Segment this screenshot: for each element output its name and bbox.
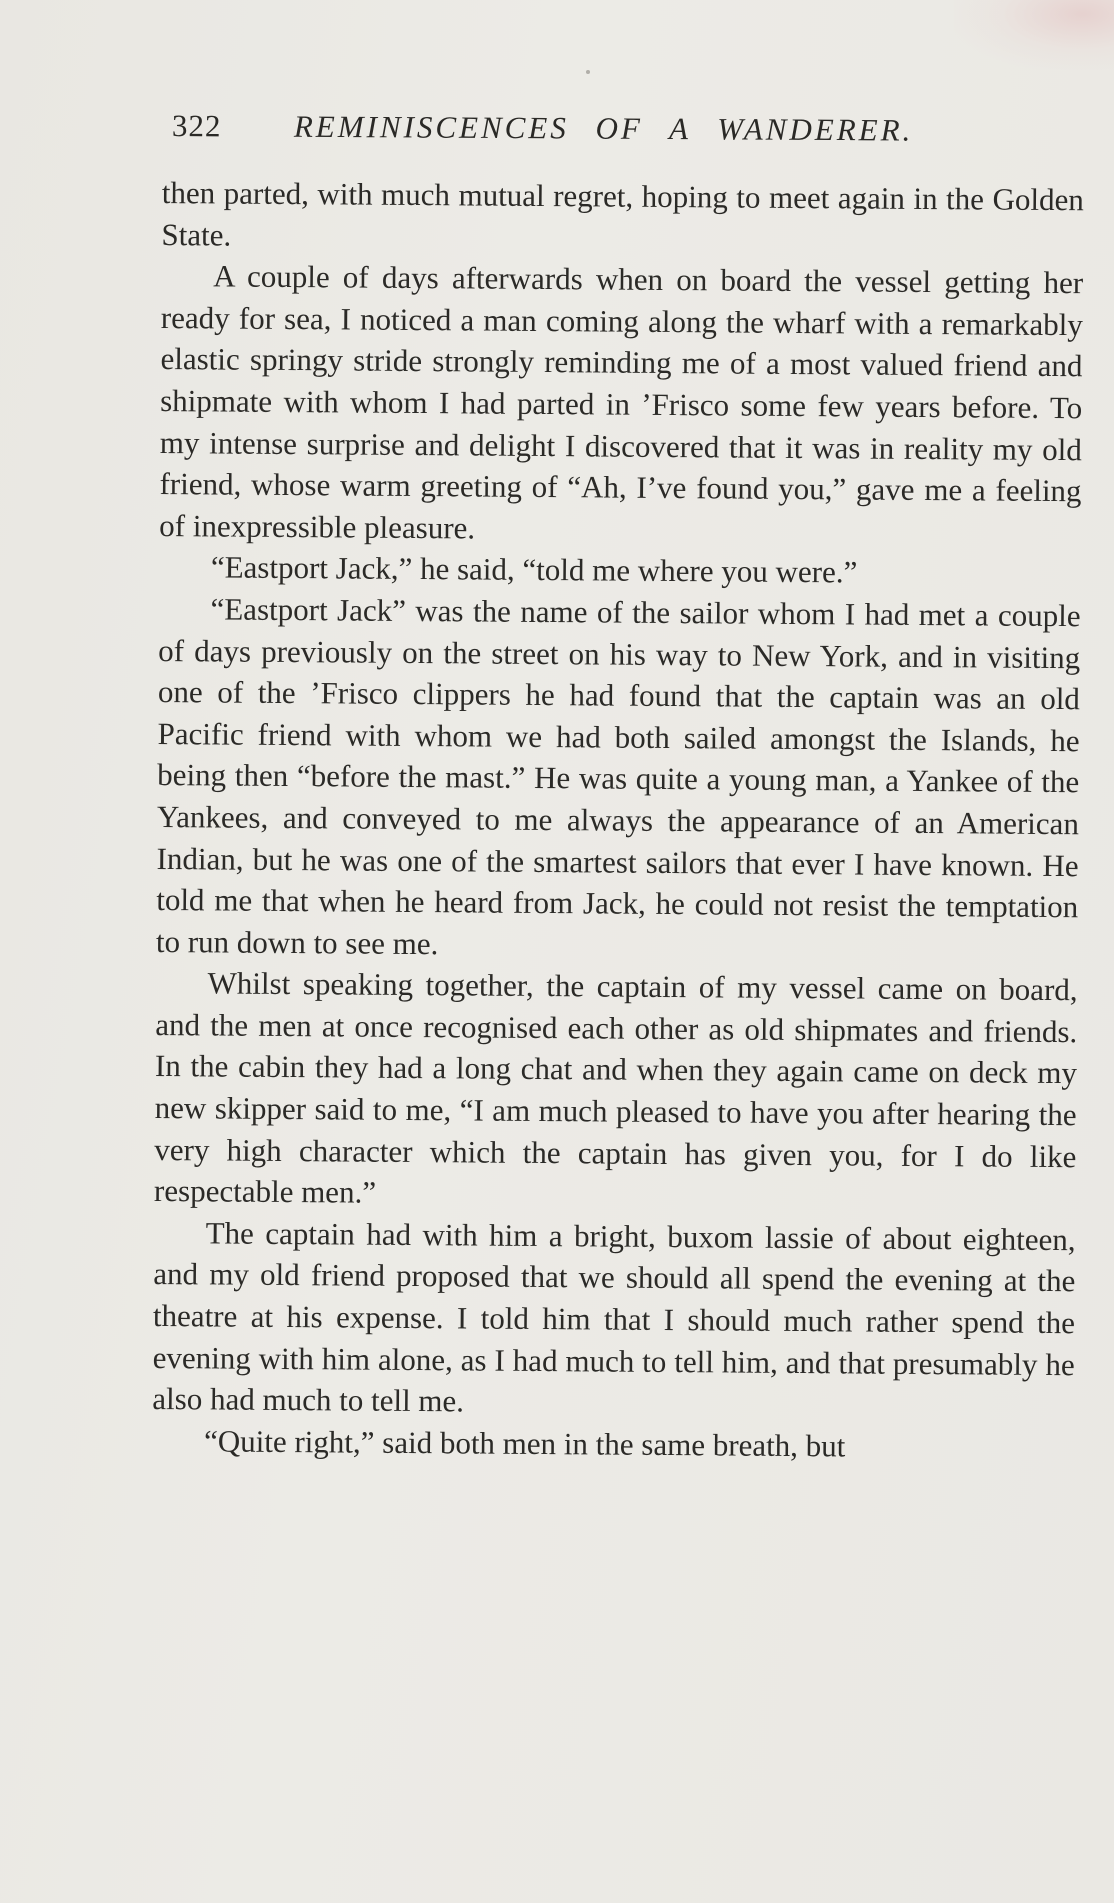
paragraph-eastport-jack: “Eastport Jack” was the name of the sailor whom I had met a couple of days previously on the street on his way to New York, and in visiting one of the ’Frisco clippers he had found that the captain was an old Pacific friend with whom we had both sailed amongst the Islands, he being then “before the mast.” He was quite a young man, a Yankee of the Yankees, and conveyed to me always the appearance of an American Indian, but he was one of the smartest sailors that ever I have known. He told me that when he heard from Jack, he could not resist the temptation to run down to see me. [155,591,1081,961]
paragraph-theatre: The captain had with him a bright, buxom lassie of about eighteen, and my old friend proposed that we should all spend the evening at the theatre at his expense. I told him that I should much rather spend the evening with him alone, as I had much to tell him, and that presumably he also had much to tell me. [152,1215,1076,1419]
paper-stain [954,0,1114,70]
paragraph-eastport-quote: “Eastport Jack,” he said, “told me where you were.” [210,549,858,590]
running-head: REMINISCENCES OF A WANDERER. [293,108,914,148]
page-header [172,108,992,153]
paragraph-wharf-arrival: A couple of days afterwards when on board the vessel getting her ready for sea, I noticed a man coming along the wharf with a remarkably elastic springy stride strongly reminding me of a most valued friend and shipmate with whom I had parted in ’Frisco some few years before. To my intense surprise and delight I discovered that it was in reality my old friend, whose warm greeting of “Ah, I’ve found you,” gave me a feeling of inexpressible pleasure. [159,258,1084,546]
page-number: 322 [171,108,222,144]
paper-speck [586,70,590,74]
paragraph-captain-aboard: Whilst speaking together, the captain of my vessel came on board, and the men at once recognised each other as old shipmates and friends. In the cabin they had a long chat and when they again came on deck my new skipper said to me, “I am much pleased to have you after hearing the very high character which the captain has given you, for I do like respectable men.” [153,965,1078,1210]
paragraph-quite-right: “Quite right,” said both men in the same breath, but [203,1423,846,1464]
body-text [152,172,1084,1469]
paragraph-continuation: then parted, with much mutual regret, hoping to meet again in the Golden State. [161,174,1084,253]
